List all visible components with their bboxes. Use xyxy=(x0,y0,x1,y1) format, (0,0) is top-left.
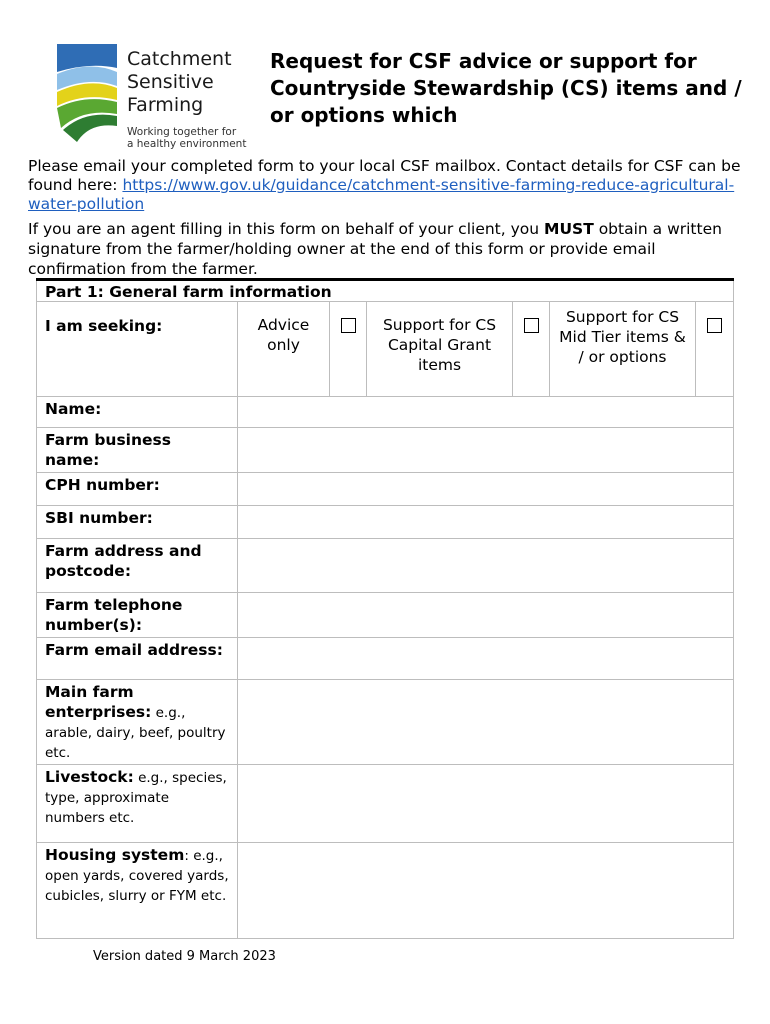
farm-business-name-field[interactable] xyxy=(238,428,734,473)
farm-telephone-label xyxy=(37,593,238,638)
table-row xyxy=(37,539,734,593)
main-farm-enterprises-label xyxy=(37,680,238,765)
table-row xyxy=(37,765,734,843)
farm-email-label xyxy=(37,638,238,680)
row-label: CPH number: xyxy=(45,476,160,494)
agent-notice-emphasis: MUST xyxy=(544,220,594,238)
livestock-field[interactable] xyxy=(238,765,734,843)
housing-system-field[interactable] xyxy=(238,843,734,939)
table-row xyxy=(37,397,734,428)
option-mid-tier-label: Support for CS Mid Tier items & / or options xyxy=(550,302,696,397)
row-hint: e.g., arable, dairy, beef, poultry etc. xyxy=(45,705,226,761)
part1-heading: Part 1: General farm information xyxy=(37,280,734,302)
sbi-number-field[interactable] xyxy=(238,506,734,539)
option-capital-grant-label: Support for CS Capital Grant items xyxy=(367,302,513,397)
option-advice-only-label: Advice only xyxy=(238,302,330,397)
cph-number-label xyxy=(37,473,238,506)
email-instructions-text: Please email your completed form to your local CSF mailbox. Contact details for CSF can be found here: xyxy=(28,157,741,194)
seeking-row xyxy=(37,302,734,397)
table-row xyxy=(37,428,734,473)
option-advice-only-cell xyxy=(330,302,367,397)
agent-notice-end: obtain a written signature from the farmer/holding owner at the end of this form or provide email confirmation from the farmer. xyxy=(28,220,722,278)
row-label: Housing system xyxy=(45,846,185,864)
row-label: Main farm enterprises: xyxy=(45,683,152,721)
farm-address-field[interactable] xyxy=(238,539,734,593)
row-label: Farm telephone number(s): xyxy=(45,596,183,634)
farm-address-label xyxy=(37,539,238,593)
agent-notice-start: If you are an agent filling in this form on behalf of your client, you xyxy=(28,220,545,238)
advice-only-checkbox[interactable] xyxy=(341,318,356,333)
farm-email-field[interactable] xyxy=(238,638,734,680)
document-title: Request for CSF advice or support for Countryside Stewardship (CS) items and / or options which xyxy=(270,49,742,127)
intro-section xyxy=(28,157,748,214)
farm-telephone-field[interactable] xyxy=(238,593,734,638)
main-farm-enterprises-field[interactable] xyxy=(238,680,734,765)
agent-notice xyxy=(28,219,748,279)
row-hint: e.g., species, type, approximate numbers etc. xyxy=(45,770,227,826)
logo-name-line-2: Sensitive xyxy=(127,71,214,93)
table-row xyxy=(37,506,734,539)
general-farm-info-table xyxy=(36,278,734,939)
row-label: Farm address and postcode: xyxy=(45,542,202,580)
name-label xyxy=(37,397,238,428)
table-row xyxy=(37,843,734,939)
option-mid-tier-cell xyxy=(696,302,734,397)
logo-tagline-line-1: Working together for xyxy=(127,126,237,138)
version-footer: Version dated 9 March 2023 xyxy=(93,949,276,964)
table-row xyxy=(37,638,734,680)
guidance-link[interactable]: https://www.gov.uk/guidance/catchment-sensitive-farming-reduce-agricultural-water-pollution xyxy=(28,176,735,213)
option-capital-grant-cell xyxy=(513,302,550,397)
agent-notice-container xyxy=(28,219,748,278)
row-hint: : e.g., open yards, covered yards, cubicles, slurry or FYM etc. xyxy=(45,848,229,904)
logo-name-line-1: Catchment xyxy=(127,48,232,70)
name-field[interactable] xyxy=(238,397,734,428)
email-instructions xyxy=(28,157,748,214)
logo-name-line-3: Farming xyxy=(127,94,204,116)
sbi-number-label xyxy=(37,506,238,539)
table-row xyxy=(37,680,734,765)
row-label: Name: xyxy=(45,400,102,418)
row-label: Farm email address: xyxy=(45,641,223,659)
mid-tier-checkbox[interactable] xyxy=(707,318,722,333)
seeking-label: I am seeking: xyxy=(37,302,238,397)
farm-business-name-label xyxy=(37,428,238,473)
row-label: SBI number: xyxy=(45,509,153,527)
row-label: Farm business name: xyxy=(45,431,171,469)
capital-grant-checkbox[interactable] xyxy=(524,318,539,333)
table-row xyxy=(37,593,734,638)
logo-tagline-line-2: a healthy environment xyxy=(127,138,247,150)
livestock-label xyxy=(37,765,238,843)
table-heading-row xyxy=(37,280,734,302)
table-row xyxy=(37,473,734,506)
row-label: Livestock: xyxy=(45,768,134,786)
housing-system-label xyxy=(37,843,238,939)
cph-number-field[interactable] xyxy=(238,473,734,506)
